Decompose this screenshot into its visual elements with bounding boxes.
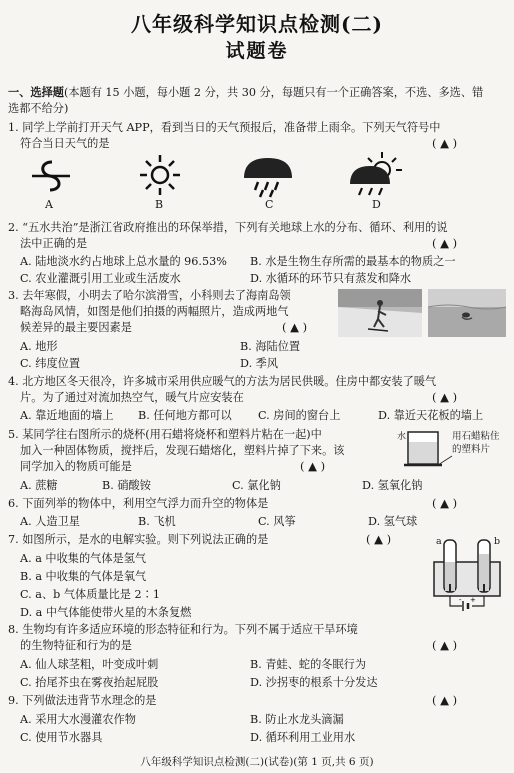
q3-option-b: B. 海陆位置 bbox=[240, 340, 301, 353]
beach-photo bbox=[428, 289, 506, 337]
q8-option-b: B. 青蛙、蛇的冬眠行为 bbox=[250, 658, 367, 671]
q2-option-a: A. 陆地淡水约占地球上总水量的 96.53% bbox=[20, 255, 227, 268]
q5-stem-line2: 加入一种固体物质，搅拌后，发现石蜡熔化，塑料片掉了下来。该 bbox=[20, 444, 345, 457]
q4-stem-line1: 4. 北方地区冬天很冷，许多城市采用供应暖气的方法为居民供暖。住房中都安装了暖气 bbox=[8, 375, 437, 388]
sun-rain-icon bbox=[346, 150, 406, 198]
typhoon-icon bbox=[28, 156, 74, 196]
q7-figure-label-b: b bbox=[494, 536, 501, 547]
section-instructions bbox=[8, 84, 483, 101]
q9-stem-line1: 9. 下列做法违背节水理念的是 bbox=[8, 694, 157, 707]
q6-option-c: C. 风筝 bbox=[258, 515, 296, 528]
q1-stem-line1: 1. 同学上学前打开天气 APP，看到当日的天气预报后，准备带上雨伞。下列天气符号中 bbox=[8, 121, 441, 134]
q6-stem-line1: 6. 下面列举的物体中，利用空气浮力而升空的物体是 bbox=[8, 497, 269, 510]
q7-option-d: D. a 中气体能使带火星的木条复燃 bbox=[20, 606, 192, 619]
q2-option-c: C. 农业灌溉引用工业或生活废水 bbox=[20, 272, 181, 285]
q3-option-a: A. 地形 bbox=[20, 340, 58, 353]
page-footer: 八年级科学知识点检测(二)(试卷)(第 1 页,共 6 页) bbox=[140, 756, 374, 768]
q6-option-a: A. 人造卫星 bbox=[20, 515, 80, 528]
q3-stem-line3: 候差异的最主要因素是 bbox=[20, 321, 132, 334]
q5-stem-line1: 5. 某同学往右图所示的烧杯(用石蜡将烧杯和塑料片粘在一起)中 bbox=[8, 428, 322, 441]
rain-icon bbox=[240, 152, 296, 198]
section-instructions-line2: 选都不给分) bbox=[8, 102, 69, 115]
q4-option-d: D. 靠近天花板的墙上 bbox=[378, 409, 484, 422]
q2-stem-line2: 法中正确的是 bbox=[20, 237, 88, 250]
q8-option-d: D. 沙拐枣的根系十分发达 bbox=[250, 676, 378, 689]
q9-option-c: C. 使用节水器具 bbox=[20, 731, 103, 744]
q8-stem-line2: 的生物特征和行为的是 bbox=[20, 639, 132, 652]
q1-label-c: C bbox=[265, 198, 274, 211]
q6-answer-blank[interactable]: ( ▲ ) bbox=[432, 496, 458, 510]
q1-answer-blank[interactable]: ( ▲ ) bbox=[432, 136, 458, 150]
q5-option-b: B. 硝酸铵 bbox=[102, 479, 151, 492]
q5-stem-line3: 同学加入的物质可能是 bbox=[20, 460, 132, 473]
q8-option-a: A. 仙人球茎粗，叶变成叶刺 bbox=[20, 658, 159, 671]
q5-answer-blank[interactable]: ( ▲ ) bbox=[300, 459, 326, 473]
q2-option-d: D. 水循环的环节只有蒸发和降水 bbox=[250, 272, 412, 285]
svg-text:+: + bbox=[470, 596, 476, 604]
q9-option-b: B. 防止水龙头滴漏 bbox=[250, 713, 344, 726]
q9-option-a: A. 采用大水漫灌农作物 bbox=[20, 713, 136, 726]
q1-label-b: B bbox=[155, 198, 164, 211]
q6-option-b: B. 飞机 bbox=[138, 515, 176, 528]
q5-option-a: A. 蔗糖 bbox=[20, 479, 58, 492]
q5-option-d: D. 氢氧化钠 bbox=[362, 479, 423, 492]
section-heading: 一、选择题 bbox=[8, 85, 64, 99]
q1-stem-line2: 符合当日天气的是 bbox=[20, 137, 110, 150]
q4-option-b: B. 任何地方都可以 bbox=[138, 409, 232, 422]
q5-figure-wax-label-2: 的塑料片 bbox=[452, 444, 491, 455]
q3-option-d: D. 季风 bbox=[240, 357, 279, 370]
q1-label-d: D bbox=[372, 198, 381, 211]
q3-answer-blank[interactable]: ( ▲ ) bbox=[282, 320, 308, 334]
q4-stem-line2: 片。为了通过对流加热空气，暖气片应安装在 bbox=[20, 391, 244, 404]
q5-figure-wax-label-1: 用石蜡粘住 bbox=[452, 431, 500, 442]
sun-icon bbox=[136, 152, 184, 198]
q8-stem-line1: 8. 生物均有许多适应环境的形态特征和行为。下列不属于适应干旱环境 bbox=[8, 623, 358, 636]
q3-option-c: C. 纬度位置 bbox=[20, 357, 81, 370]
q8-option-c: C. 抬尾芥虫在雾夜抬起屁股 bbox=[20, 676, 159, 689]
q2-answer-blank[interactable]: ( ▲ ) bbox=[432, 236, 458, 250]
svg-text:-: - bbox=[459, 596, 462, 604]
q7-option-a: A. a 中收集的气体是氢气 bbox=[20, 552, 147, 565]
q3-stem-line1: 3. 去年寒假，小明去了哈尔滨滑雪，小科则去了海南岛领 bbox=[8, 289, 291, 302]
q7-option-c: C. a、b 气体质量比是 2∶1 bbox=[20, 588, 160, 601]
ski-photo bbox=[338, 289, 422, 337]
q5-figure-water-label: 水 bbox=[397, 432, 407, 442]
q4-answer-blank[interactable]: ( ▲ ) bbox=[432, 390, 458, 404]
q7-option-b: B. a 中收集的气体是氧气 bbox=[20, 570, 147, 583]
q2-stem-line1: 2. “五水共治”是浙江省政府推出的环保举措，下列有关地球上水的分布、循环、利用的说 bbox=[8, 221, 448, 234]
q8-answer-blank[interactable]: ( ▲ ) bbox=[432, 638, 458, 652]
q9-option-d: D. 循环利用工业用水 bbox=[250, 731, 356, 744]
q2-option-b: B. 水是生物生存所需的最基本的物质之一 bbox=[250, 255, 456, 268]
q1-label-a: A bbox=[45, 198, 53, 211]
q7-stem-line1: 7. 如图所示，是水的电解实验。则下列说法正确的是 bbox=[8, 533, 269, 546]
q7-figure-label-a: a bbox=[436, 536, 442, 547]
q9-answer-blank[interactable]: ( ▲ ) bbox=[432, 693, 458, 707]
q7-answer-blank[interactable]: ( ▲ ) bbox=[366, 532, 392, 546]
exam-title: 八年级科学知识点检测(二) bbox=[131, 12, 383, 36]
q4-option-a: A. 靠近地面的墙上 bbox=[20, 409, 114, 422]
q5-option-c: C. 氯化钠 bbox=[232, 479, 281, 492]
section-instructions-line1: (本题有 15 小题，每小题 2 分，共 30 分，每题只有一个正确答案，不选、多选、错 bbox=[63, 86, 484, 99]
q3-stem-line2: 略海岛风情，如图是他们拍摄的两幅照片，造成两地气 bbox=[20, 305, 289, 318]
exam-subtitle: 试题卷 bbox=[225, 40, 289, 62]
q4-option-c: C. 房间的窗台上 bbox=[258, 409, 341, 422]
q6-option-d: D. 氢气球 bbox=[368, 515, 418, 528]
